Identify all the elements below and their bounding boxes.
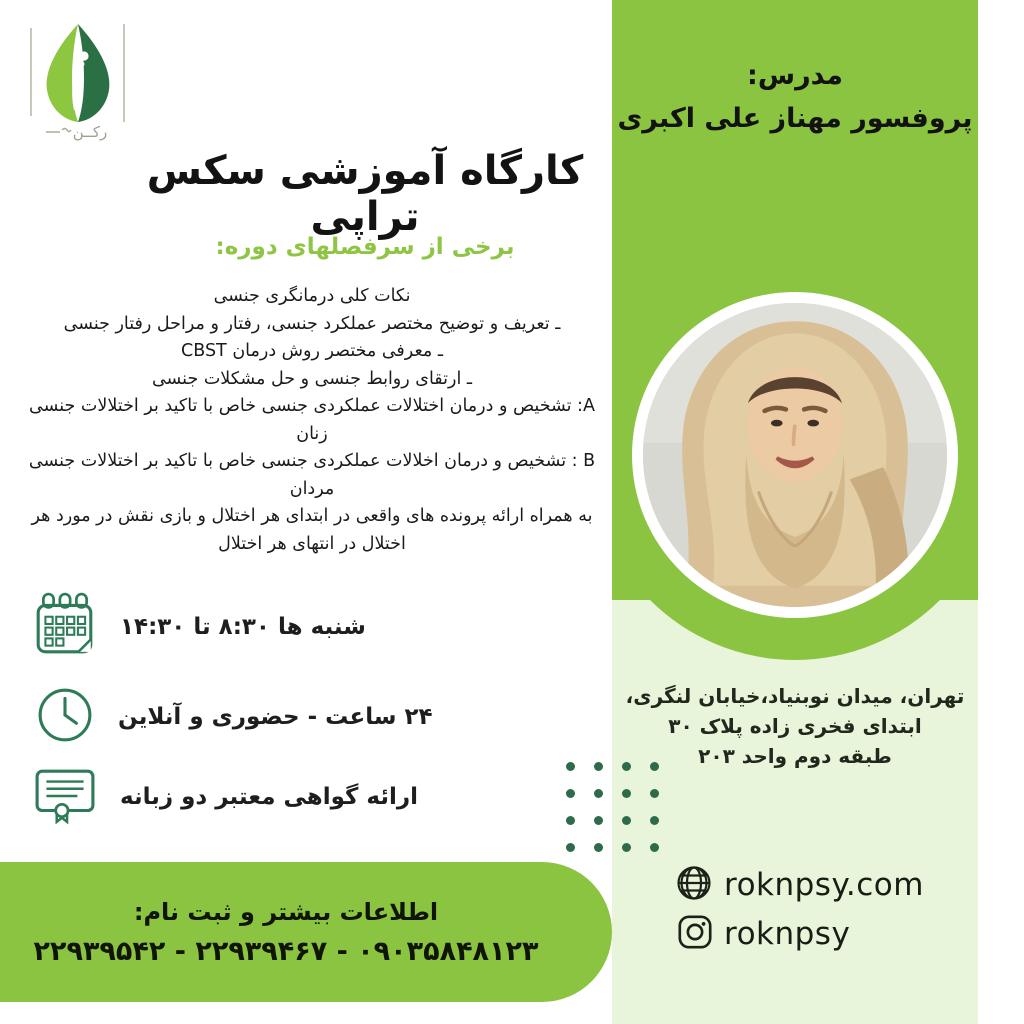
address-line-3: طبقه دوم واحد ۲۰۳ bbox=[698, 744, 892, 768]
logo-icon bbox=[28, 20, 128, 142]
instructor-portrait-illustration bbox=[643, 303, 947, 607]
clock-icon bbox=[36, 686, 94, 748]
globe-icon bbox=[674, 863, 714, 907]
instagram-handle: roknpsy bbox=[724, 916, 851, 952]
instagram-icon bbox=[676, 913, 714, 955]
topic-item: ـ معرفی مختصر روش درمان CBST bbox=[181, 341, 443, 361]
topic-item: نکات کلی درمانگری جنسی bbox=[213, 286, 411, 306]
registration-heading: اطلاعات بیشتر و ثبت نام: bbox=[133, 897, 439, 926]
instagram-row bbox=[676, 913, 850, 955]
schedule-row-hours bbox=[36, 686, 433, 748]
schedule-row-days bbox=[34, 592, 366, 662]
instructor-label: مدرس: bbox=[747, 60, 843, 91]
registration-phones: ۲۲۹۳۹۵۴۲ - ۲۲۹۳۹۴۶۷ - ۰۹۰۳۵۸۴۸۱۲۳ bbox=[33, 935, 539, 967]
dots-decoration bbox=[566, 762, 659, 852]
address-line-1: تهران، میدان نوبنیاد،خیابان لنگری، bbox=[625, 684, 965, 708]
address-block bbox=[612, 681, 978, 771]
schedule-hours-text: ۲۴ ساعت - حضوری و آنلاین bbox=[118, 704, 433, 730]
calendar-icon bbox=[34, 592, 96, 662]
logo bbox=[28, 20, 128, 142]
topic-item: به همراه ارائه پرونده های واقعی در ابتدای هر اختلال و بازی نقش در مورد هر اختلال در انتهای هر اختلال bbox=[31, 506, 593, 554]
instructor-photo bbox=[643, 303, 947, 607]
right-column bbox=[612, 0, 978, 1024]
topic-item: A: تشخیص و درمان اختلالات عملکردی جنسی خاص با تاکید بر اختلالات جنسی زنان bbox=[29, 396, 595, 444]
instructor-name: پروفسور مهناز علی اکبری bbox=[617, 103, 973, 134]
topic-item: B : تشخیص و درمان اخلالات عملکردی جنسی خاص با تاکید بر اختلالات جنسی مردان bbox=[28, 451, 596, 499]
schedule-row-certificate bbox=[34, 766, 418, 828]
poster-title: کارگاه آموزشی سکس تراپی bbox=[146, 148, 584, 240]
topics-subtitle: برخی از سرفصلهای دوره: bbox=[215, 234, 515, 260]
registration-box bbox=[0, 862, 612, 1002]
schedule-days-text: شنبه ها ۸:۳۰ تا ۱۴:۳۰ bbox=[120, 614, 366, 640]
schedule-certificate-text: ارائه گواهی معتبر دو زبانه bbox=[120, 784, 419, 810]
topics-list bbox=[26, 283, 598, 558]
topic-item: ـ تعریف و توضیح مختصر عملکرد جنسی، رفتار و مراحل رفتار جنسی bbox=[63, 313, 561, 334]
certificate-icon bbox=[34, 766, 96, 828]
address-line-2: ابتدای فخری زاده پلاک ۳۰ bbox=[668, 714, 922, 738]
website-row bbox=[674, 863, 924, 907]
topic-item: ـ ارتقای روابط جنسی و حل مشکلات جنسی bbox=[151, 368, 473, 389]
website-link: roknpsy.com bbox=[724, 867, 924, 903]
logo-brand-text: رکــن bbox=[72, 123, 108, 141]
